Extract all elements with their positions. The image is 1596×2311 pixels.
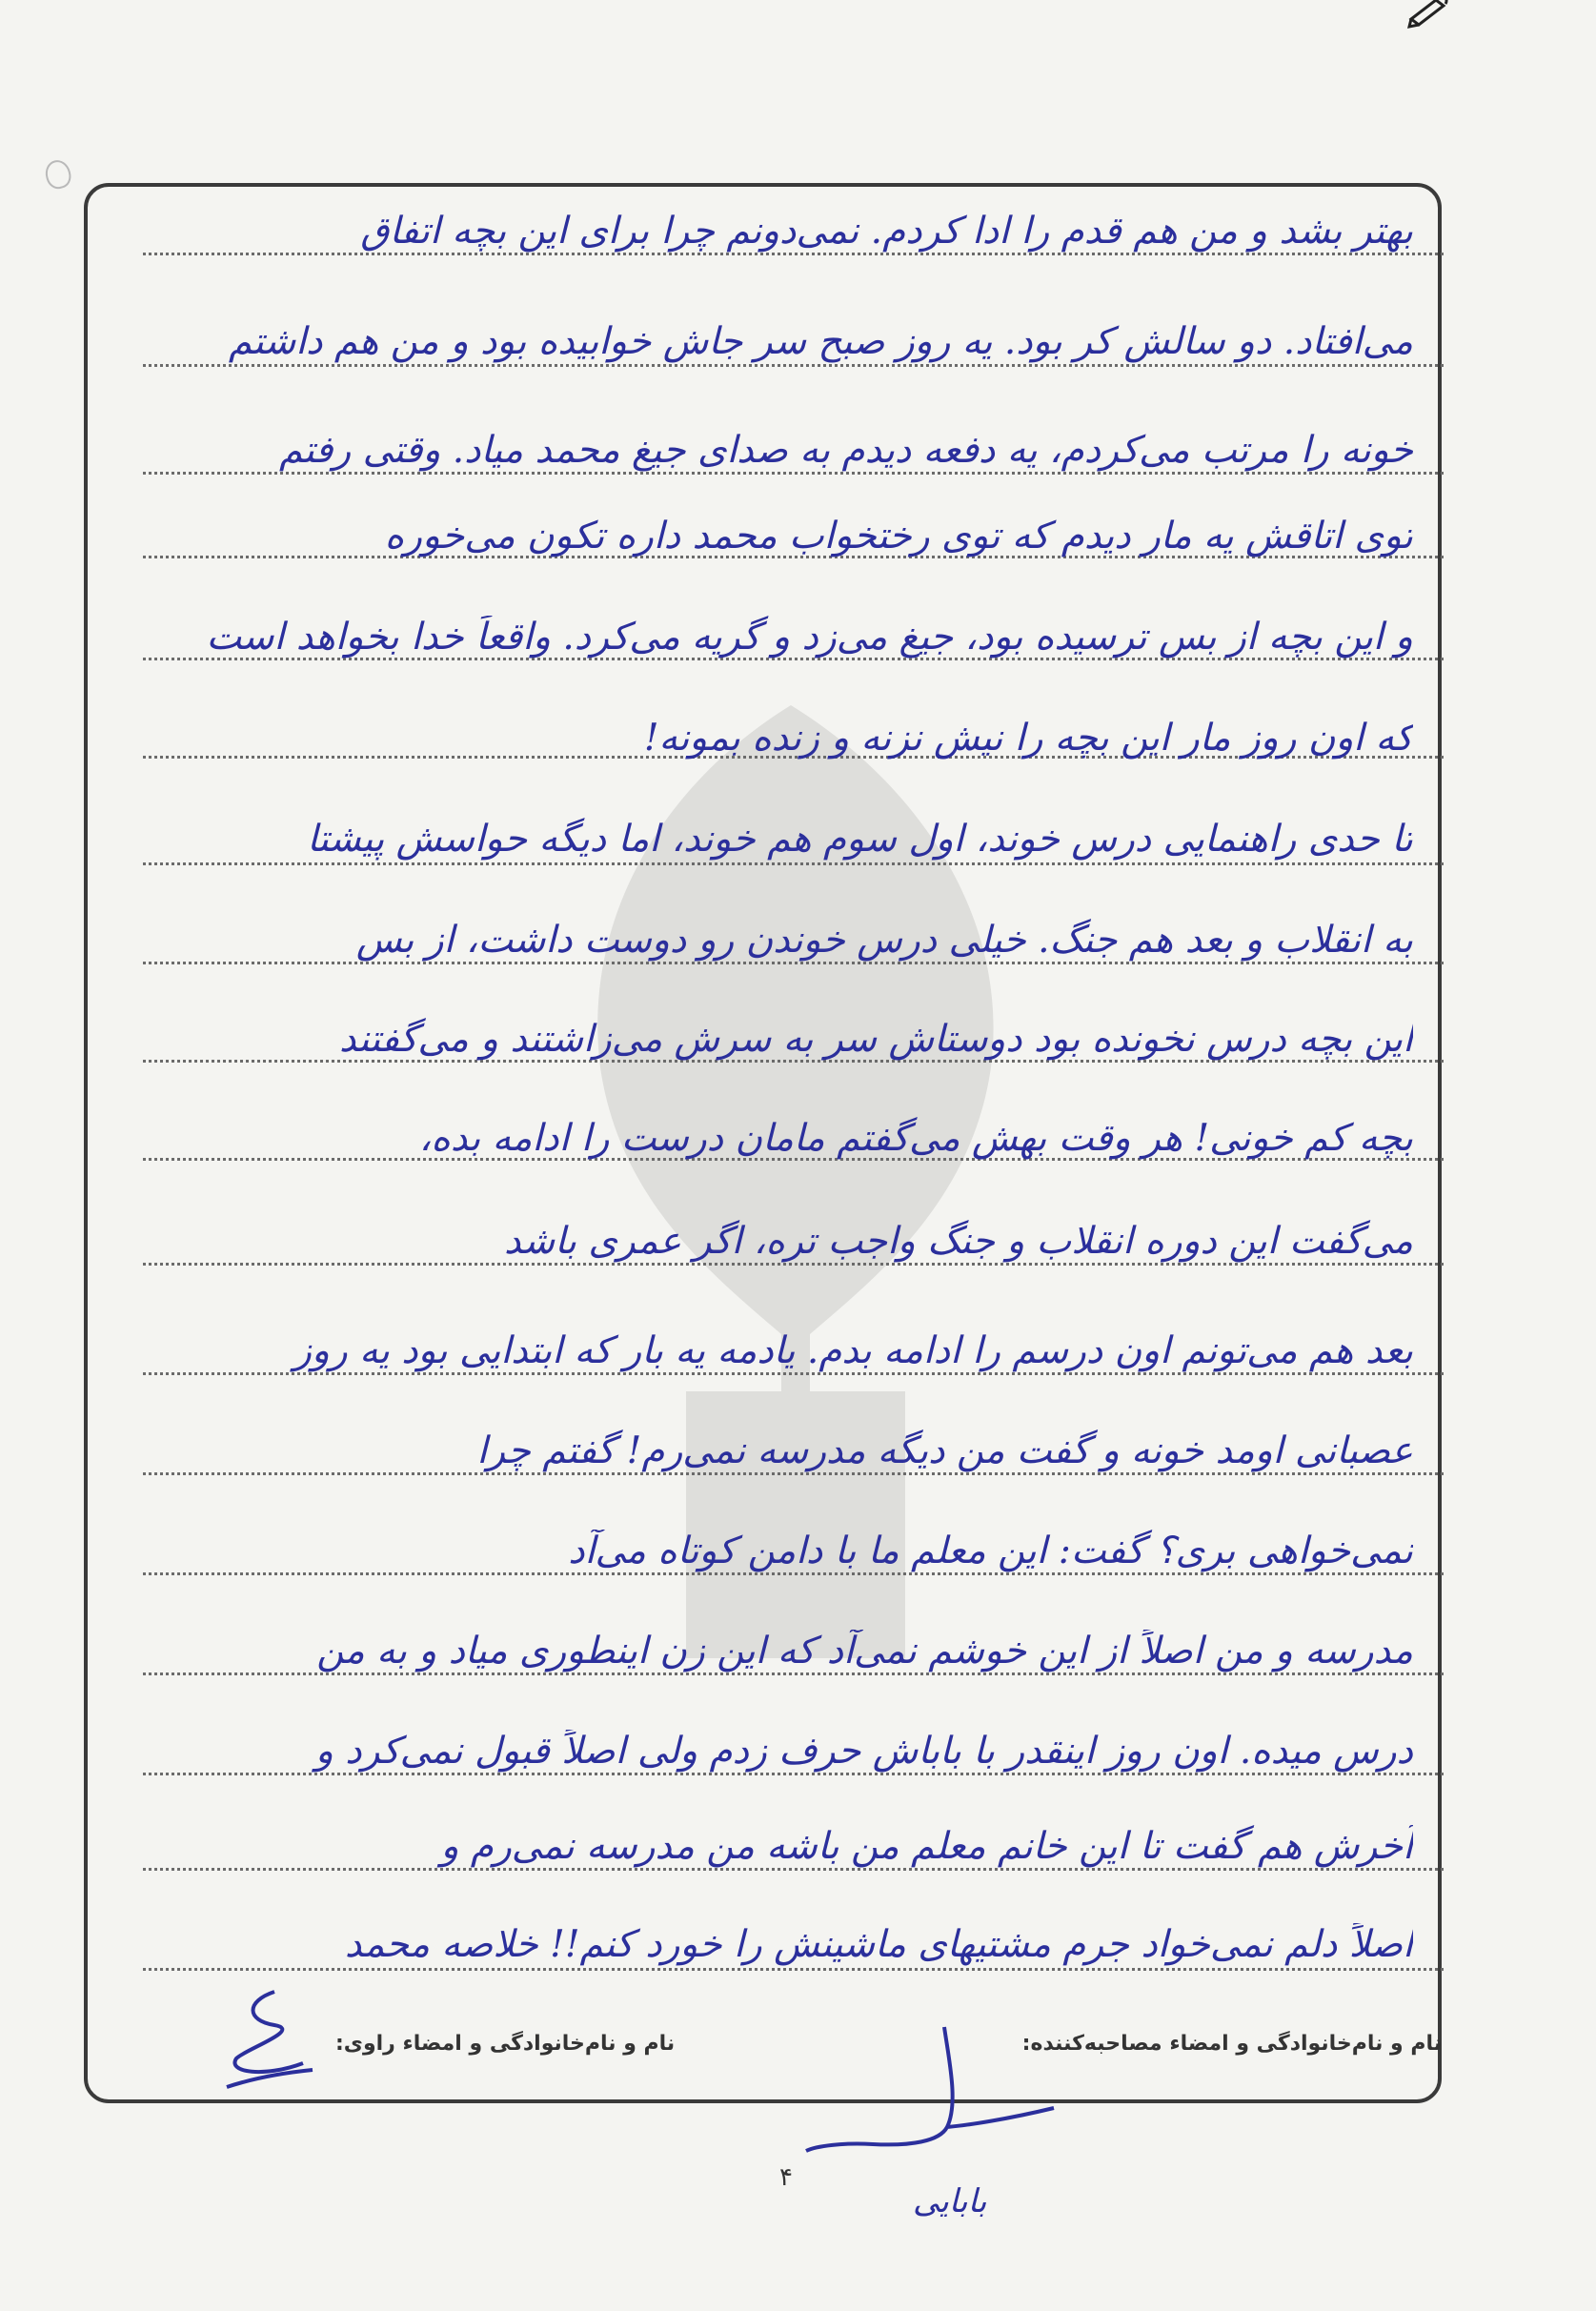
text-line: آخرش هم گفت تا این خانم معلم من باشه من مدرسه نمی‌رم و [440,1825,1413,1868]
narrator-signature-label: نام و نام‌خانوادگی و امضاء راوی: [335,2032,676,2056]
narrator-signature [208,1982,322,2097]
text-line: که اون روز مار این بچه را نیش نزنه و زنده بمونه! [643,717,1413,760]
interviewer-signature [797,2013,1082,2165]
text-line: خونه را مرتب می‌کردم، یه دفعه دیدم به صدای جیغ محمد میاد. وقتی رفتم [278,429,1413,472]
text-line: می‌افتاد. دو سالش کر بود. یه روز صبح سر جاش خوابیده بود و من هم داشتم [228,320,1413,363]
text-line: و این بچه از بس ترسیده بود، جیغ می‌زد و گریه می‌کرد. واقعاً خدا بخواهد است [206,616,1413,659]
text-line: نمی‌خواهی بری؟ گفت: این معلم ما با دامن کوتاه می‌آد [568,1530,1413,1572]
page-number: ۴ [779,2163,793,2192]
text-line: می‌گفت این دوره انقلاب و جنگ واجب تره، اگر عمری باشد [504,1220,1413,1263]
text-line: بعد هم می‌تونم اون درسم را ادامه بدم. یادمه یه بار که ابتدایی بود یه روز [293,1329,1413,1372]
text-line: عصبانی اومد خونه و گفت من دیگه مدرسه نمی‌رم! گفتم چرا [476,1429,1413,1472]
page-corner-mark [43,157,74,192]
text-line: درس میده. اون روز اینقدر با باباش حرف زدم ولی اصلاً قبول نمی‌کرد و [315,1730,1413,1773]
handwritten-lines [143,0,1444,2001]
text-line: تا حدی راهنمایی درس خوند، اول سوم هم خوند، اما دیگه حواسش پیشتا [307,818,1413,861]
text-line: این بچه درس نخونده بود دوستاش سر به سرش می‌زاشتند و می‌گفتند [339,1018,1413,1061]
text-line: اصلاً دلم نمی‌خواد جرم مشتیهای ماشینش را خورد کنم!! خلاصه محمد [344,1923,1413,1966]
text-line: بچه کم خونی! هر وقت بهش می‌گفتم مامان درست را ادامه بده، [418,1117,1413,1160]
text-line: مدرسه و من اصلاً از این خوشم نمی‌آد که این زن اینطوری میاد و به من [316,1630,1413,1672]
signer-name: بابایی [913,2182,987,2220]
text-line: به انقلاب و بعد هم جنگ. خیلی درس خوندن رو دوست داشت، از بس [355,919,1413,962]
interviewer-signature-label: نام و نام‌خانوادگی و امضاء مصاحبه‌کننده: [1021,2032,1442,2056]
text-line: توی اتاقش یه مار دیدم که توی رختخواب محمد داره تکون می‌خوره [384,515,1413,557]
text-line: بهتر بشد و من هم قدم را ادا کردم. نمی‌دونم چرا برای این بچه اتفاق [360,210,1413,253]
pencil-icon [1407,0,1451,29]
